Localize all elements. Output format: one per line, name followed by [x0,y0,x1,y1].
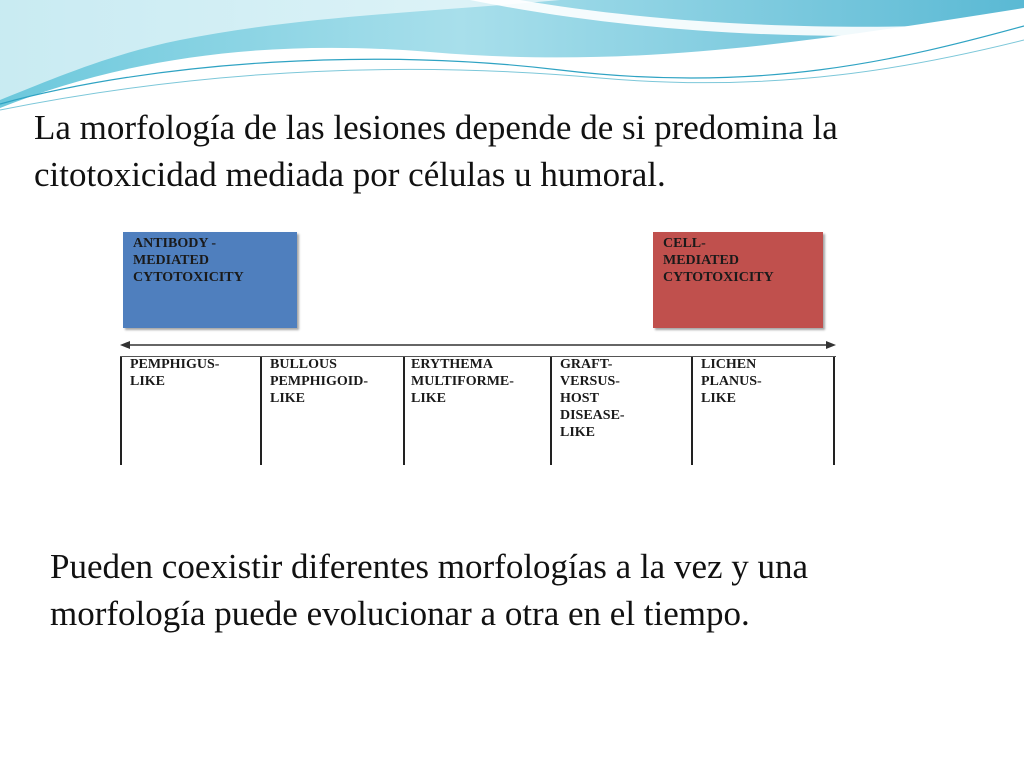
intro-paragraph: La morfología de las lesiones depende de si predomina la citotoxicidad mediada por células u humoral. [34,108,838,194]
cytotoxicity-spectrum-diagram [120,232,836,465]
header-wave-decoration [0,0,1024,120]
column-label-bullous-pemphigoid: BULLOUS PEMPHIGOID- LIKE [270,357,368,406]
column-divider [120,357,122,465]
column-divider [260,357,262,465]
closing-paragraph: Pueden coexistir diferentes morfologías a la vez y una morfología puede evolucionar a otra en el tiempo. [50,547,809,633]
cell-mediated-box [653,232,823,328]
column-label-lichen-planus: LICHEN PLANUS- LIKE [701,357,762,406]
column-divider [691,357,693,465]
column-label-erythema-multiforme: ERYTHEMA MULTIFORME- LIKE [411,357,514,406]
cell-mediated-label: CELL- MEDIATED CYTOTOXICITY [663,236,774,285]
antibody-mediated-box [123,232,297,328]
column-divider [403,357,405,465]
column-label-graft-versus-host: GRAFT- VERSUS- HOST DISEASE- LIKE [560,357,625,440]
antibody-mediated-label: ANTIBODY - MEDIATED CYTOTOXICITY [133,236,244,285]
column-divider [833,357,835,465]
column-divider [550,357,552,465]
column-label-pemphigus: PEMPHIGUS- LIKE [130,357,220,389]
